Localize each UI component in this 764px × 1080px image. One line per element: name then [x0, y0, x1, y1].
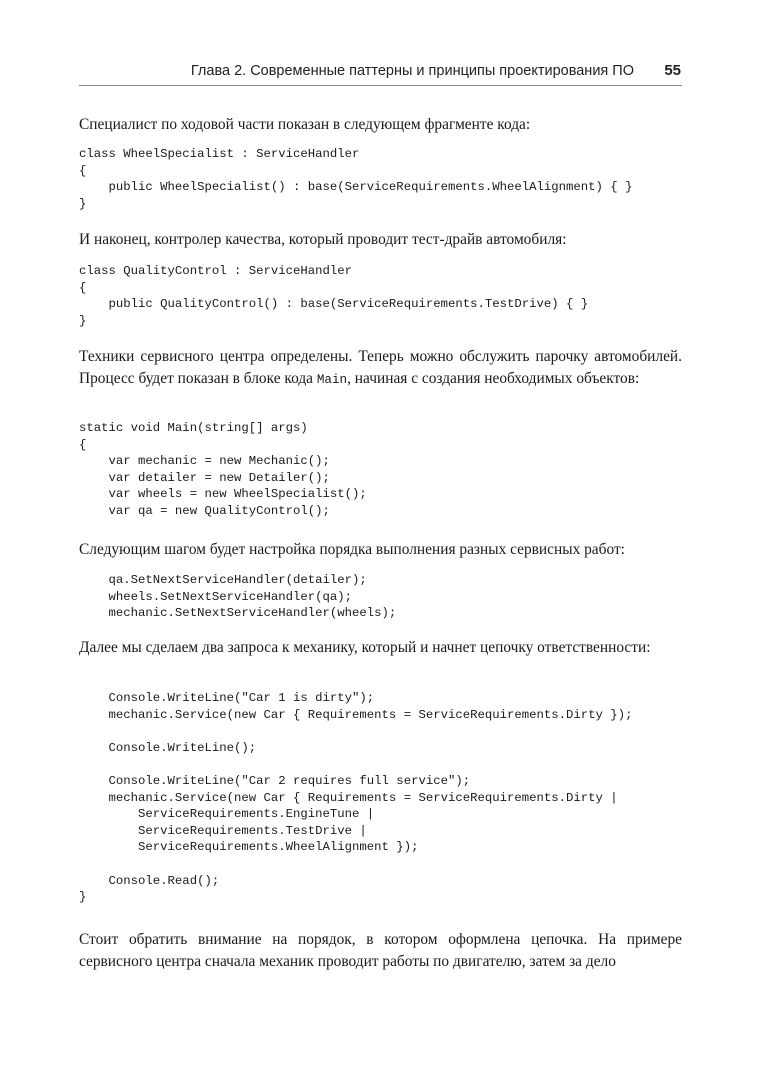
code-line: wheels.SetNextServiceHandler(qa);: [79, 589, 353, 604]
paragraph-text-part: , начиная с создания необходимых объектов:: [347, 370, 640, 387]
code-listing: [79, 572, 682, 622]
code-line: }: [79, 313, 87, 328]
code-line: class WheelSpecialist : ServiceHandler: [79, 147, 360, 161]
code-block-requests: [79, 690, 682, 906]
code-line: var wheels = new WheelSpecialist();: [79, 487, 367, 502]
paragraph-text-part: Техники сервисного центра определены. Теперь можно обслужить парочку автомобилей. Процесс будет показан в блоке кода: [79, 348, 682, 387]
code-listing: [79, 420, 682, 520]
paragraph-text: [79, 346, 682, 391]
code-line: var mechanic = new Mechanic();: [79, 454, 330, 469]
code-line: mechanic.SetNextServiceHandler(wheels);: [79, 606, 397, 621]
code-listing: [79, 263, 682, 329]
code-line: mechanic.Service(new Car { Requirements = ServiceRequirements.Dirty });: [79, 707, 633, 722]
paragraph-5: [79, 637, 682, 659]
code-line: ServiceRequirements.WheelAlignment });: [79, 840, 419, 855]
code-line: }: [79, 196, 87, 211]
code-line: ServiceRequirements.TestDrive |: [79, 823, 367, 838]
code-line: Console.WriteLine("Car 2 requires full service");: [79, 773, 471, 788]
paragraph-text: Специалист по ходовой части показан в следующем фрагменте кода:: [79, 116, 531, 133]
code-line: ServiceRequirements.EngineTune |: [79, 807, 375, 822]
code-line: Console.WriteLine();: [79, 740, 257, 755]
code-line: public QualityControl() : base(ServiceRequirements.TestDrive) { }: [79, 297, 589, 312]
code-line: mechanic.Service(new Car { Requirements = ServiceRequirements.Dirty |: [79, 790, 618, 805]
paragraph-text: И наконец, контролер качества, который проводит тест-драйв автомобиля:: [79, 231, 567, 248]
paragraph-2: [79, 229, 682, 251]
paragraph-text: Далее мы сделаем два запроса к механику, который и начнет цепочку ответственности:: [79, 639, 651, 656]
code-line: {: [79, 280, 87, 295]
paragraph-text: Стоит обратить внимание на порядок, в котором оформлена цепочка. На примере сервисного центра сначала механик проводит работы по двигателю, затем за дело: [79, 931, 682, 970]
paragraph-1: [79, 114, 682, 136]
code-line: Console.Read();: [79, 873, 220, 888]
code-line: static void Main(string[] args): [79, 421, 308, 435]
chapter-title: Глава 2. Современные паттерны и принципы проектирования ПО: [190, 63, 634, 79]
code-line: [79, 756, 682, 773]
code-line: [79, 723, 682, 740]
page-number: 55: [664, 62, 681, 79]
code-line: public WheelSpecialist() : base(ServiceRequirements.WheelAlignment) { }: [79, 180, 633, 195]
inline-code-main: Main: [316, 373, 348, 387]
paragraph-4: [79, 539, 682, 561]
code-line: }: [79, 890, 87, 905]
code-block-quality-control: [79, 263, 682, 329]
code-line: qa.SetNextServiceHandler(detailer);: [79, 573, 367, 587]
code-listing: [79, 690, 682, 906]
code-line: var detailer = new Detailer();: [79, 470, 330, 485]
code-line: var qa = new QualityControl();: [79, 503, 330, 518]
code-listing: [79, 146, 682, 212]
code-block-wheel-specialist: [79, 146, 682, 212]
code-line: [79, 856, 682, 873]
paragraph-3: [79, 346, 682, 391]
code-line: Console.WriteLine("Car 1 is dirty");: [79, 691, 375, 705]
running-head: [79, 63, 682, 86]
code-line: {: [79, 437, 87, 452]
paragraph-text: Следующим шагом будет настройка порядка выполнения разных сервисных работ:: [79, 541, 625, 558]
code-line: {: [79, 163, 87, 178]
paragraph-6: [79, 929, 682, 973]
code-block-main-objects: [79, 420, 682, 520]
code-line: class QualityControl : ServiceHandler: [79, 264, 353, 278]
code-block-chain-setup: [79, 572, 682, 622]
